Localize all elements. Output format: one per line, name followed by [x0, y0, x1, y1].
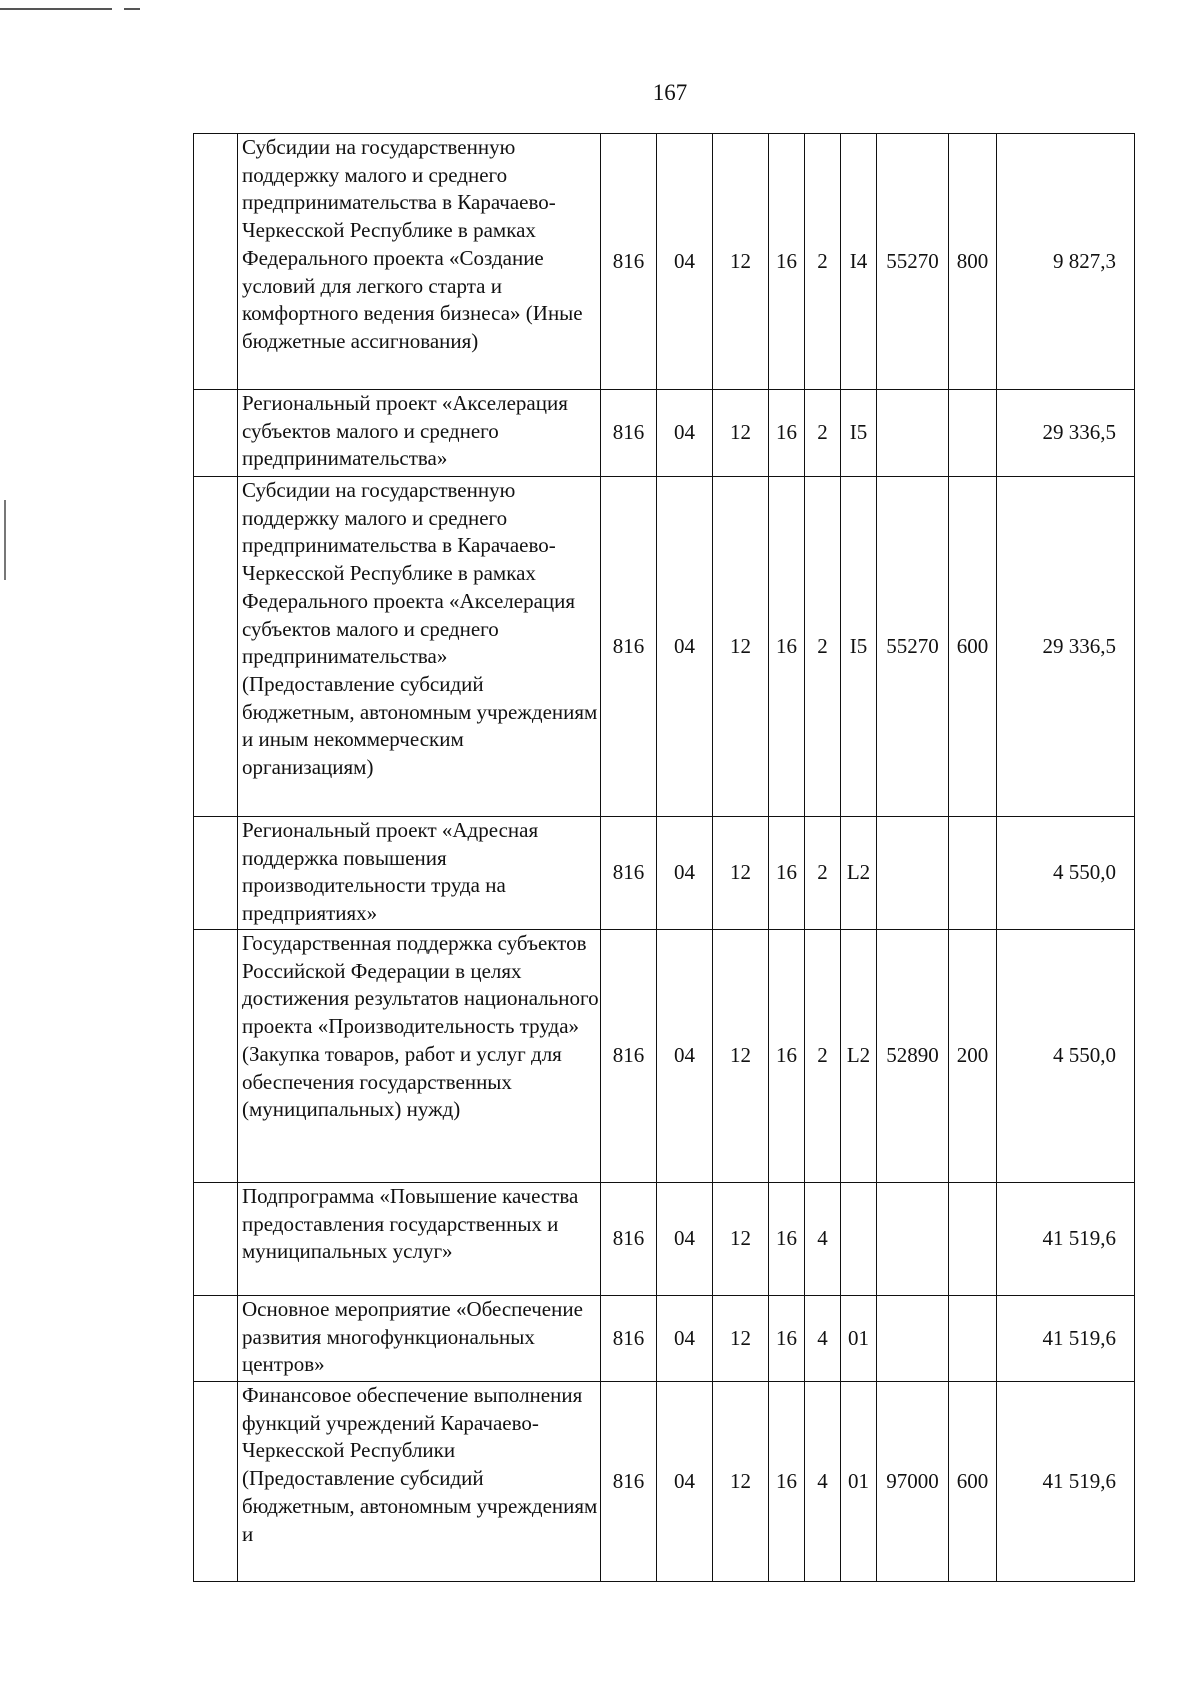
scan-corner-mark: [0, 8, 112, 10]
program-cell: 16: [769, 134, 805, 390]
table-row: [194, 1382, 1135, 1582]
ministry-cell: 816: [601, 930, 657, 1183]
ministry-cell: 816: [601, 477, 657, 817]
row-number-cell: [194, 1183, 238, 1296]
table-row: [194, 817, 1135, 930]
subsection-cell: 12: [713, 1382, 769, 1582]
subsection-cell: 12: [713, 817, 769, 930]
description-cell: Региональный проект «Акселерация субъектов малого и среднего предпринимательства»: [238, 390, 601, 477]
project-cell: L2: [841, 817, 877, 930]
amount-cell: 41 519,6: [997, 1183, 1135, 1296]
section-cell: 04: [657, 390, 713, 477]
section-cell: 04: [657, 477, 713, 817]
description-cell: Основное мероприятие «Обеспечение развития многофункциональных центров»: [238, 1296, 601, 1382]
amount-cell: 41 519,6: [997, 1296, 1135, 1382]
direction-cell: 55270: [877, 477, 949, 817]
description-cell: Финансовое обеспечение выполнения функций учреждений Карачаево-Черкесской Республики (Предоставление субсидий бюджетным, автономным учреждениям и: [238, 1382, 601, 1582]
project-cell: I4: [841, 134, 877, 390]
ministry-cell: 816: [601, 1296, 657, 1382]
subsection-cell: 12: [713, 1296, 769, 1382]
direction-cell: [877, 817, 949, 930]
amount-cell: 4 550,0: [997, 930, 1135, 1183]
subprogram-cell: 4: [805, 1183, 841, 1296]
ministry-cell: 816: [601, 1183, 657, 1296]
subprogram-cell: 2: [805, 817, 841, 930]
expense-type-cell: 200: [949, 930, 997, 1183]
program-cell: 16: [769, 1183, 805, 1296]
direction-cell: [877, 1296, 949, 1382]
scan-corner-mark: [124, 8, 140, 10]
description-cell: Субсидии на государственную поддержку малого и среднего предпринимательства в Карачаево-Черкесской Республике в рамках Федерального проекта «Акселерация субъектов малого и среднего предпринимательства» (Предоставление субсидий бюджетным, автономным учреждениям и иным некоммерческим организациям): [238, 477, 601, 817]
section-cell: 04: [657, 1296, 713, 1382]
expense-type-cell: [949, 390, 997, 477]
row-number-cell: [194, 930, 238, 1183]
subsection-cell: 12: [713, 477, 769, 817]
table-row: [194, 390, 1135, 477]
project-cell: L2: [841, 930, 877, 1183]
table-row: [194, 477, 1135, 817]
row-number-cell: [194, 817, 238, 930]
budget-table: [193, 133, 1135, 1582]
ministry-cell: 816: [601, 134, 657, 390]
section-cell: 04: [657, 1183, 713, 1296]
program-cell: 16: [769, 1382, 805, 1582]
subsection-cell: 12: [713, 134, 769, 390]
row-number-cell: [194, 134, 238, 390]
expense-type-cell: 600: [949, 1382, 997, 1582]
subprogram-cell: 2: [805, 930, 841, 1183]
subsection-cell: 12: [713, 390, 769, 477]
subsection-cell: 12: [713, 1183, 769, 1296]
amount-cell: 29 336,5: [997, 390, 1135, 477]
subprogram-cell: 2: [805, 477, 841, 817]
program-cell: 16: [769, 1296, 805, 1382]
subprogram-cell: 2: [805, 390, 841, 477]
program-cell: 16: [769, 390, 805, 477]
expense-type-cell: [949, 1296, 997, 1382]
description-cell: Субсидии на государственную поддержку малого и среднего предпринимательства в Карачаево-Черкесской Республике в рамках Федерального проекта «Создание условий для легкого старта и комфортного ведения бизнеса» (Иные бюджетные ассигнования): [238, 134, 601, 390]
table-row: [194, 1296, 1135, 1382]
table-row: [194, 1183, 1135, 1296]
subprogram-cell: 4: [805, 1296, 841, 1382]
scan-side-mark: [4, 500, 6, 580]
expense-type-cell: [949, 1183, 997, 1296]
direction-cell: 55270: [877, 134, 949, 390]
project-cell: I5: [841, 390, 877, 477]
row-number-cell: [194, 390, 238, 477]
program-cell: 16: [769, 930, 805, 1183]
description-cell: Подпрограмма «Повышение качества предоставления государственных и муниципальных услуг»: [238, 1183, 601, 1296]
subsection-cell: 12: [713, 930, 769, 1183]
table-row: [194, 930, 1135, 1183]
ministry-cell: 816: [601, 1382, 657, 1582]
direction-cell: [877, 1183, 949, 1296]
section-cell: 04: [657, 134, 713, 390]
project-cell: [841, 1183, 877, 1296]
direction-cell: [877, 390, 949, 477]
direction-cell: 52890: [877, 930, 949, 1183]
amount-cell: 4 550,0: [997, 817, 1135, 930]
section-cell: 04: [657, 817, 713, 930]
amount-cell: 29 336,5: [997, 477, 1135, 817]
expense-type-cell: [949, 817, 997, 930]
row-number-cell: [194, 1296, 238, 1382]
description-cell: Государственная поддержка субъектов Российской Федерации в целях достижения результатов национального проекта «Производительность труда» (Закупка товаров, работ и услуг для обеспечения государственных (муниципальных) нужд): [238, 930, 601, 1183]
direction-cell: 97000: [877, 1382, 949, 1582]
page-number: 167: [652, 80, 688, 105]
section-cell: 04: [657, 1382, 713, 1582]
project-cell: I5: [841, 477, 877, 817]
amount-cell: 41 519,6: [997, 1382, 1135, 1582]
subprogram-cell: 2: [805, 134, 841, 390]
ministry-cell: 816: [601, 390, 657, 477]
expense-type-cell: 600: [949, 477, 997, 817]
project-cell: 01: [841, 1382, 877, 1582]
description-cell: Региональный проект «Адресная поддержка повышения производительности труда на предприятиях»: [238, 817, 601, 930]
project-cell: 01: [841, 1296, 877, 1382]
row-number-cell: [194, 477, 238, 817]
row-number-cell: [194, 1382, 238, 1582]
subprogram-cell: 4: [805, 1382, 841, 1582]
program-cell: 16: [769, 477, 805, 817]
table-row: [194, 134, 1135, 390]
expense-type-cell: 800: [949, 134, 997, 390]
section-cell: 04: [657, 930, 713, 1183]
program-cell: 16: [769, 817, 805, 930]
amount-cell: 9 827,3: [997, 134, 1135, 390]
ministry-cell: 816: [601, 817, 657, 930]
